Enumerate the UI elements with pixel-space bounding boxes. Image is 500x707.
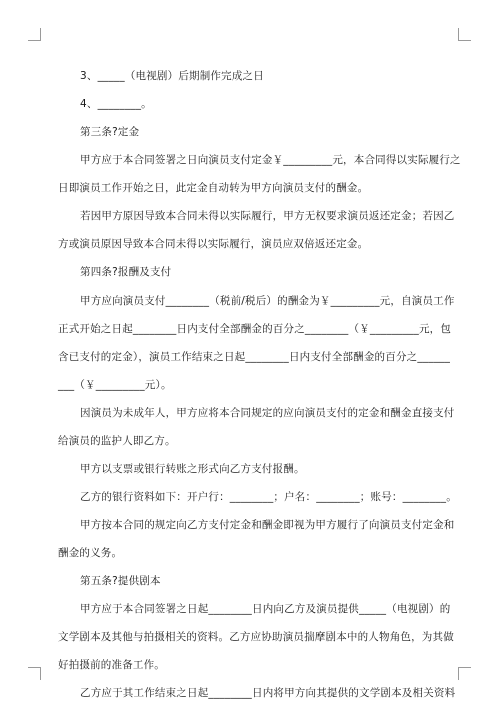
paragraph-line: 甲方以支票或银行转账之形式向乙方支付报酬。 xyxy=(80,463,305,475)
section-heading-5: 第五条?提供剧本 xyxy=(80,575,161,587)
paragraph-line: 含已支付的定金），演员工作结束之日起________日内支付全部酬金的百分之______ xyxy=(58,351,451,363)
paragraph-line: 正式开始之日起________日内支付全部酬金的百分之________（￥_________元，包 xyxy=(58,323,452,335)
paragraph-line: 乙方应于其工作结束之日起________日内将甲方向其提供的文学剧本及相关资料 xyxy=(80,687,456,699)
paragraph-line: ___（￥_________元）。 xyxy=(58,379,172,391)
paragraph-line: 甲方应于本合同签署之日起________日内向乙方及演员提供_____（电视剧）的 xyxy=(80,603,451,615)
paragraph-line: 酬金的义务。 xyxy=(58,547,123,559)
crop-mark-top-left xyxy=(28,28,41,41)
paragraph-line: 给演员的监护人即乙方。 xyxy=(58,435,176,447)
paragraph-line: 甲方应于本合同签署之日向演员支付定金￥_________元，本合同得以实际履行之 xyxy=(80,154,461,166)
paragraph-line: 若因甲方原因导致本合同未得以实际履行，甲方无权要求演员返还定金；若因乙 xyxy=(80,210,455,222)
paragraph-line: 甲方应向演员支付________（税前/税后）的酬金为￥_________元，自演员工作 xyxy=(80,295,455,307)
list-item-3: 3、_____（电视剧）后期制作完成之日 xyxy=(80,70,264,82)
paragraph-line: 方或演员原因导致本合同未得以实际履行，演员应双倍返还定金。 xyxy=(58,238,369,250)
paragraph-line: 乙方的银行资料如下：开户行：________；户名：________；账号：________。 xyxy=(80,491,457,503)
paragraph-line: 日即演员工作开始之日，此定金自动转为甲方向演员支付的酬金。 xyxy=(58,182,369,194)
crop-mark-top-right xyxy=(458,28,471,41)
paragraph-line: 文学剧本及其他与拍摄相关的资料。乙方应协助演员揣摩剧本中的人物角色，为其做 xyxy=(58,631,454,643)
section-heading-3: 第三条?定金 xyxy=(80,126,140,138)
list-item-4: 4、________。 xyxy=(80,98,152,110)
paragraph-line: 因演员为未成年人，甲方应将本合同规定的应向演员支付的定金和酬金直接支付 xyxy=(80,407,455,419)
crop-mark-bottom-left xyxy=(28,667,41,680)
crop-mark-bottom-right xyxy=(458,667,471,680)
paragraph-line: 甲方按本合同的规定向乙方支付定金和酬金即视为甲方履行了向演员支付定金和 xyxy=(80,519,455,531)
section-heading-4: 第四条?报酬及支付 xyxy=(80,266,172,278)
paragraph-line: 好拍摄前的准备工作。 xyxy=(58,659,165,671)
